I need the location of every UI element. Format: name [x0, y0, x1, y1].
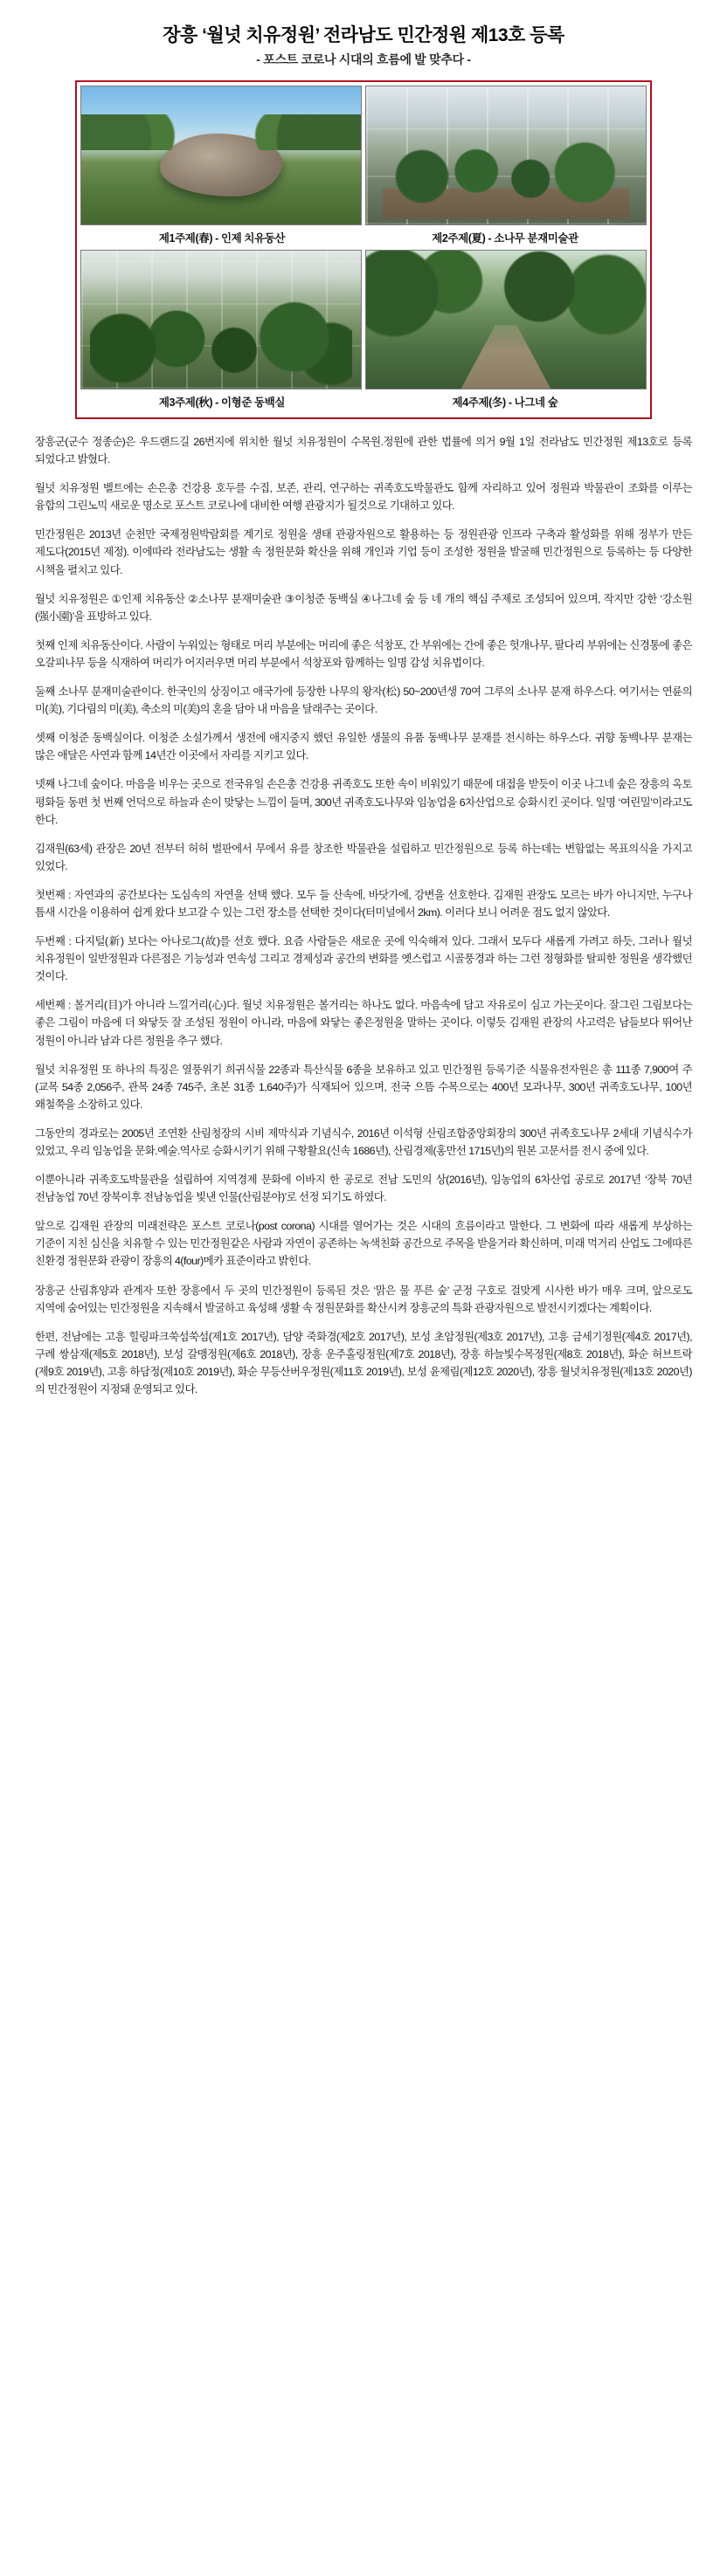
caption-row-top — [80, 225, 647, 250]
paragraph: 월넛 치유정원 벨트에는 손은총 건강용 호두를 수집, 보존, 관리, 연구하는 귀족호도박물관도 함께 자리하고 있어 정원과 박물관이 조화를 이루는 융합의 그린노믹 새로운 명소로 포스트 코로나에 대비한 여행 관광지가 될것으로 기대하고 있다. — [35, 482, 692, 513]
caption-row-bottom — [80, 389, 647, 414]
paragraph: 넷째 나그네 숲이다. 마음을 비우는 곳으로 전국유일 손은총 건강용 귀족호도 또한 속이 비워있기 때문에 대접을 받듯이 이곳 나그네 숲은 장흥의 옥토 평화들 동편 첫 번째 언덕으로 하늘과 손이 맞닿는 느낌이 들며, 300년 귀족호도나무와 임농업을 6차산업으로 승화시킨 곳이다. 일명 ‘여린밀’이라고도 한다. — [35, 778, 692, 826]
photo-caption-spring: 제1주제(春) - 인제 치유동산 — [158, 232, 286, 245]
paragraph: 한편, 전남에는 고흥 힐링파크쑥섬쑥섬(제1호 2017년), 담양 죽화경(제2호 2017년), 보성 초암정원(제3호 2017년), 고흥 금세기정원(제4호 2017년), 구례 쌍삼재(제5호 2018년), 보성 갈맹정원(제6호 2018년), 장흥 운주홀링정원(제7호 2018년), 장흥 하늘빛수목정원(제8호 2018년), 화순 허브트락(제9호 2019년), 고흥 하담정(제10호 2019년), 화순 무등산버우정원(제11호 2019년), 보성 윤제림(제12호 2020년), 장흥 월넛치유정원(제13호 2020년)의 민간정원이 지정돼 운영되고 있다. — [35, 1330, 692, 1396]
article-body — [35, 433, 692, 1398]
paragraph: 장흥군(군수 정종순)은 우드랜드길 26번지에 위치한 월넛 치유정원이 수목원.정원에 관한 법률에 의거 9월 1일 전라남도 민간정원 제13호로 등록 되었다고 밝혔다. — [35, 436, 692, 466]
photo-grid — [75, 80, 652, 419]
paragraph: 이뿐아니라 귀족호도박물관을 설립하여 지역경제 문화에 이바지 한 공로로 전남 도민의 상(2016년), 임농업의 6차산업 공로로 2017년 ‘장북 70년 전남농업 70년 장북이후 전남농업을 빛낸 인물(산림분야)’로 선정 되기도 하였다. — [35, 1174, 692, 1204]
paragraph: 첫번째 : 자연과의 공간보다는 도심속의 자연을 선택 했다. 모두 들 산속에, 바닷가에, 강변을 선호한다. 김재원 관장도 모르는 바가 아니지만, 누구나 틈새 시간을 이용하여 쉽게 왔다 보고갈 수 있는 그런 장소를 선택한 것이다(터미널에서 2km). 이러다 보니 어려운 점도 없지 않았다. — [35, 888, 692, 919]
photo-winter-image — [365, 250, 647, 389]
paragraph: 둘째 소나무 분재미술관이다. 한국인의 상징이고 애국가에 등장한 나무의 왕자(松) 50~200년생 70여 그루의 소나무 분재 하우스다. 여기서는 연륜의 미(美), 기다림의 미(美), 축소의 미(美)의 혼을 담아 내 마음을 달래주는 곳이다. — [35, 685, 692, 716]
photo-caption-summer: 제2주제(夏) - 소나무 분재미술관 — [432, 232, 578, 245]
paragraph: 월넛 치유정원은 ①인제 치유동산 ②소나무 분재미술관 ③이청준 동백실 ④나그네 숲 등 네 개의 핵심 주제로 조성되어 있으며, 작지만 강한 ‘강소원(强小園)’을 표방하고 있다. — [35, 592, 692, 623]
paragraph: 두번째 : 다지털(新) 보다는 아나로그(故)를 선호 했다. 요즘 사람들은 새로운 곳에 익숙해져 있다. 그래서 모두다 새롭게 가려고 하듯, 그러나 월넛 치유정원이 일반정원과 다른점은 기능성과 연속성 그리고 경제성과 공간의 변화를 옛스럽고 시골풍경과 하는 그런 정형화를 탈피한 정원을 생각했던 것이다. — [35, 935, 692, 983]
photo-cell-winter — [365, 250, 647, 389]
page-title: 장흥 ‘월넛 치유정원’ 전라남도 민간정원 제13호 등록 — [163, 25, 564, 45]
photo-spring-image — [80, 86, 362, 225]
photo-caption-winter: 제4주제(冬) - 나그네 숲 — [452, 396, 558, 409]
photo-row-bottom — [80, 250, 647, 389]
photo-autumn-image — [80, 250, 362, 389]
paragraph: 민간정원은 2013년 순천만 국제정원박람회를 계기로 정원을 생태 관광자원으로 활용하는 등 정원관광 인프라 구축과 활성화를 위해 정부가 만든 제도다(2015년 제정). 이에따라 전라남도는 생활 속 정원문화 확산을 위해 개인과 기업 등이 조성한 정원을 발굴해 민간정원으로 등록하는 등 다양한 시책을 펼치고 있다. — [35, 528, 692, 576]
photo-cell-summer — [365, 86, 647, 225]
photo-cell-spring — [80, 86, 362, 225]
paragraph: 장흥군 산림휴양과 관계자 또한 장흥에서 두 곳의 민간정원이 등록된 것은 ‘맑은 물 푸른 숲’ 군정 구호로 걸맞게 시사한 바가 매우 크며, 앞으로도 지역에 숨어있는 민간정원을 지속해서 발굴하고 육성해 생활 속 정원문화를 확산시켜 장흥군의 특화 관광자원으로 발전시키겠다는 계획이다. — [35, 1284, 692, 1314]
paragraph: 첫째 인제 치유동산이다. 사람이 누워있는 형태로 머리 부분에는 머리에 좋은 석창포, 간 부위에는 간에 좋은 헛개나무, 팔다리 부위에는 신경통에 좋은 오갈피나무 등을 식재하여 머리가 어지러우면 머리 부분에서 석창포와 함께하는 일명 감성 치유법이다. — [35, 638, 692, 669]
photo-cell-autumn — [80, 250, 362, 389]
paragraph: 셋째 이청준 동백실이다. 이청준 소설가께서 생전에 애지중지 했던 유일한 생물의 유품 동백나무 분재를 전시하는 하우스다. 귀향 동백나무 분재는 많은 애달은 사연과 함께 14년간 이곳에서 자리를 지키고 있다. — [35, 732, 692, 762]
photo-summer-image — [365, 86, 647, 225]
paragraph: 앞으로 김재원 관장의 미래전략은 포스트 코로나(post corona) 시대를 열어가는 것은 시대의 흐름이라고 말한다. 그 변화에 따라 새롭게 부상하는 기준이 지친 심신을 치유할 수 있는 민간정원같은 사람과 자연이 공존하는 녹색친화 공간으로 주목을 받을거라 확신하며, 미래 먹거리 산업도 그에따른 친환경 정원문화 관광이 장흥의 4(four)메카 표준이라고 밝힌다. — [35, 1220, 692, 1268]
paragraph: 월넛 치유정원 또 하나의 특징은 열풍위기 희귀식물 22종과 특산식물 6종을 보유하고 있고 민간정원 등록기준 식물유전자원은 총 111종 7,900여 주(교목 54종 2,056주, 관목 24종 745주, 초본 31종 1,640주)가 식재되어 있으며, 전국 으뜸 수목으로는 400년 모과나무, 300년 귀족호도나무, 100년 왜철쭉을 소장하고 있다. — [35, 1063, 692, 1111]
paragraph: 그동안의 경과로는 2005년 조연환 산림청장의 시비 제막식과 기념식수, 2016년 이석형 산림조합중앙회장의 300년 귀족호도나무 2세대 기념식수가 있었고, 우리 임농업을 문화.예술.역사로 승화시키기 위해 구황활요(신속 1686년), 산림경제(홍만선 1715년)의 원본 고문서를 전시 중에 있다. — [35, 1126, 692, 1157]
paragraph: 세번째 : 볼거리(目)가 아니라 느낄거리(心)다. 월넛 치유정원은 볼거리는 하나도 없다. 마음속에 담고 자유로이 심고 가는곳이다. 잘그린 그림보다는 좋은 그림이 마음에 더 와닿듯 잘 조성된 정원이 아니라, 마음에 와닿는 좋은정원을 말하는 곳이다. 이렇듯 김재원 관장의 사고력은 남들보다 뛰어난 정원이 아니라 남과 다른 정원을 추구 했다. — [35, 999, 692, 1047]
photo-caption-autumn: 제3주제(秋) - 이형준 동백실 — [158, 396, 286, 409]
page-subtitle: - 포스트 코로나 시대의 흐름에 발 맞추다 - — [256, 52, 471, 66]
paragraph: 김재원(63세) 관장은 20년 전부터 허허 벌판에서 무에서 유를 창조한 박물관을 설립하고 민간정원으로 등록 하는데는 변함없는 목표의식을 가지고 있었다. — [35, 842, 692, 872]
photo-row-top — [80, 86, 647, 225]
